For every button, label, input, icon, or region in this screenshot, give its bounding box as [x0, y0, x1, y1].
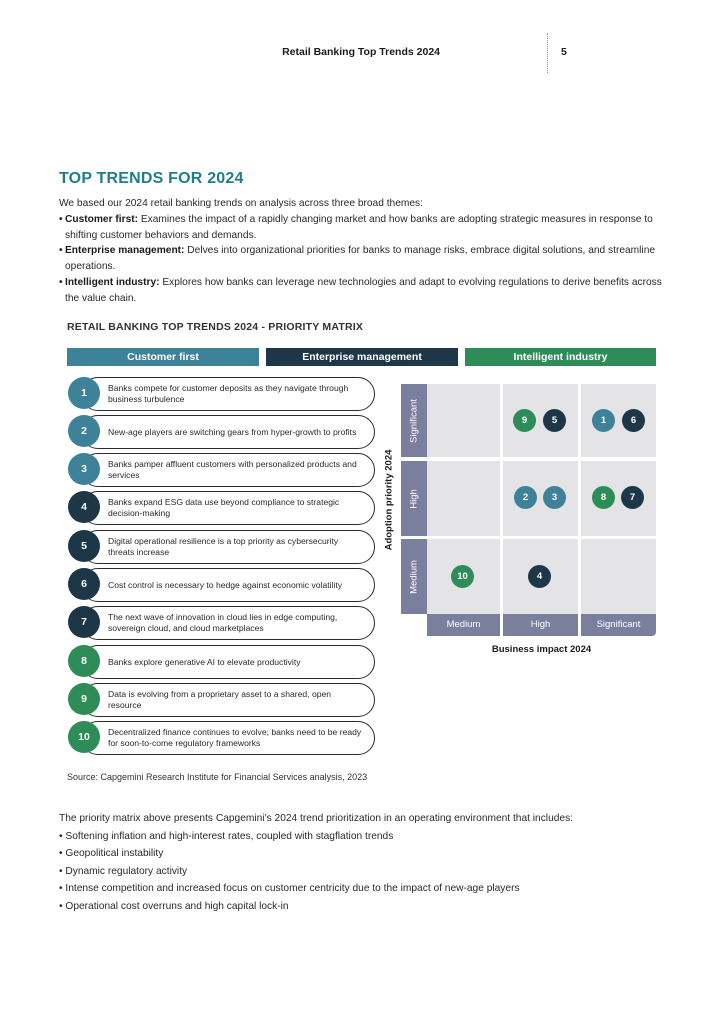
trend-text: Banks explore generative AI to elevate productivity — [108, 656, 301, 667]
trend-item-6 — [67, 568, 377, 602]
x-level-high: High — [503, 614, 578, 636]
trend-number-badge: 3 — [68, 453, 100, 485]
matrix-marker-9: 9 — [513, 409, 536, 432]
trend-text: Cost control is necessary to hedge against economic volatility — [108, 579, 343, 590]
matrix-cell-high-medium — [427, 461, 500, 536]
theme-tab-intelligent-industry: Intelligent industry — [465, 348, 656, 366]
y-level-significant: Significant — [401, 384, 427, 457]
trend-item-5 — [67, 530, 377, 564]
theme-bullet-customer-first: • Customer first: Examines the impact of a rapidly changing market and how banks are adopting strategic measures in response to shifting customer behaviors and demands. — [59, 214, 653, 241]
matrix-marker-7: 7 — [621, 486, 644, 509]
trend-text: Data is evolving from a proprietary asset to a shared, open resource — [108, 689, 332, 710]
trend-text: New-age players are switching gears from hyper-growth to profits — [108, 426, 357, 437]
trend-text: Banks expand ESG data use beyond compliance to strategic decision-making — [108, 497, 340, 518]
header-divider — [547, 33, 548, 73]
trend-number-badge: 7 — [68, 606, 100, 638]
intro-text: We based our 2024 retail banking trends on analysis across three broad themes: — [59, 198, 423, 209]
trend-item-1 — [67, 377, 377, 411]
matrix-marker-3: 3 — [543, 486, 566, 509]
matrix-marker-1: 1 — [592, 409, 615, 432]
outro-bullet: • Geopolitical instability — [59, 848, 164, 859]
outro-bullet: • Operational cost overruns and high capital lock-in — [59, 900, 289, 912]
outro-lead: The priority matrix above presents Capgemini’s 2024 trend prioritization in an operating environment that includes: — [59, 813, 573, 824]
trend-number-badge: 9 — [68, 683, 100, 715]
matrix-marker-6: 6 — [622, 409, 645, 432]
document-title: Retail Banking Top Trends 2024 — [282, 46, 440, 58]
trend-text: Banks compete for customer deposits as they navigate through business turbulence — [108, 383, 349, 404]
page-number: 5 — [561, 46, 567, 58]
theme-tab-customer-first: Customer first — [67, 348, 259, 366]
outro-bullet: • Softening inflation and high-interest rates, coupled with stagflation trends — [59, 830, 394, 842]
theme-bullet-enterprise-management: • Enterprise management: Delves into organizational priorities for banks to manage risks, embrace digital solutions, and streamline operations. — [59, 245, 656, 272]
trend-number-badge: 4 — [68, 491, 100, 523]
trend-item-3 — [67, 453, 377, 487]
trend-number-badge: 2 — [68, 415, 100, 447]
trend-text: The next wave of innovation in cloud lies in edge computing, sovereign cloud, and cloud marketplaces — [108, 612, 338, 633]
y-axis-title: Adoption priority 2024 — [383, 449, 395, 551]
trend-item-7 — [67, 606, 377, 640]
matrix-marker-2: 2 — [514, 486, 537, 509]
x-axis-title: Business impact 2024 — [491, 644, 592, 655]
matrix-marker-4: 4 — [528, 565, 551, 588]
matrix-marker-8: 8 — [592, 486, 615, 509]
trend-number-badge: 6 — [68, 568, 100, 600]
x-level-significant: Significant — [581, 614, 656, 636]
matrix-title: RETAIL BANKING TOP TRENDS 2024 - PRIORITY MATRIX — [67, 321, 364, 333]
trend-text: Banks pamper affluent customers with personalized products and services — [108, 459, 357, 480]
trend-number-badge: 1 — [68, 377, 100, 409]
matrix-marker-10: 10 — [451, 565, 474, 588]
y-level-medium: Medium — [401, 539, 427, 614]
trend-text: Digital operational resilience is a top priority as cybersecurity threats increase — [108, 536, 339, 557]
trend-item-9 — [67, 683, 377, 717]
theme-tab-enterprise-management: Enterprise management — [266, 348, 458, 366]
outro-bullet: • Dynamic regulatory activity — [59, 865, 188, 877]
trend-item-2 — [67, 415, 377, 449]
trend-item-10 — [67, 721, 377, 755]
x-level-medium: Medium — [427, 614, 500, 636]
matrix-cell-medium-significant — [581, 539, 656, 614]
trend-text: Decentralized finance continues to evolve; banks need to be ready for soon-to-come regulatory frameworks — [108, 727, 362, 748]
y-level-high: High — [401, 461, 427, 536]
trend-number-badge: 10 — [68, 721, 100, 753]
trend-item-4 — [67, 491, 377, 525]
trend-number-badge: 8 — [68, 645, 100, 677]
theme-bullet-intelligent-industry: • Intelligent industry: Explores how banks can leverage new technologies and adapt to evolving regulations to derive benefits across the value chain. — [59, 277, 662, 304]
matrix-cell-significant-medium — [427, 384, 500, 457]
trend-number-badge: 5 — [68, 530, 100, 562]
matrix-marker-5: 5 — [543, 409, 566, 432]
outro-section — [59, 810, 679, 915]
trend-item-8 — [67, 645, 377, 679]
outro-bullet: • Intense competition and increased focus on customer centricity due to the impact of new-age players — [59, 883, 520, 894]
section-title: TOP TRENDS FOR 2024 — [59, 170, 244, 187]
source-note: Source: Capgemini Research Institute for Financial Services analysis, 2023 — [67, 772, 368, 782]
